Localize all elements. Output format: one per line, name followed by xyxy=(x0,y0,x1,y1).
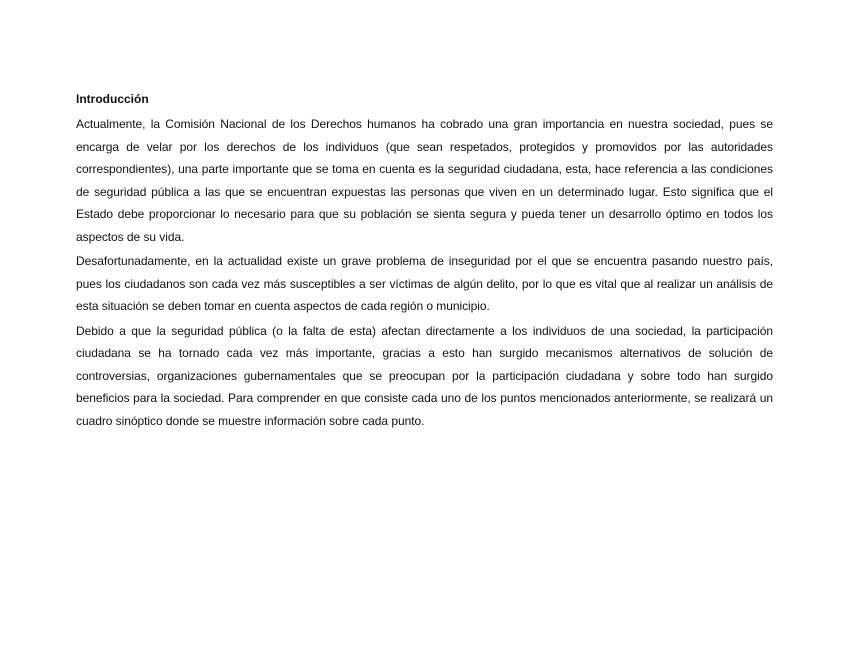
section-heading: Introducción xyxy=(76,92,149,106)
paragraph-2: Desafortunadamente, en la actualidad existe un grave problema de inseguridad por el que se encuentra pasando nuestro país, pues los ciudadanos son cada vez más susceptibles a ser víctimas de algún delito, por lo que es vital que al realizar un análisis de esta situación se deben tomar en cuenta aspectos de cada región o municipio. xyxy=(76,254,773,313)
paragraph-3: Debido a que la seguridad pública (o la falta de esta) afectan directamente a los individuos de una sociedad, la participación ciudadana se ha tornado cada vez más importante, gracias a esto han surgido mecanismos alternativos de solución de controversias, organizaciones gubernamentales que se preocupan por la participación ciudadana y sobre todo han surgido beneficios para la sociedad. Para comprender en que consiste cada uno de los puntos mencionados anteriormente, se realizará un cuadro sinóptico donde se muestre información sobre cada punto. xyxy=(76,323,773,428)
document-body xyxy=(76,91,773,434)
paragraph-1: Actualmente, la Comisión Nacional de los Derechos humanos ha cobrado una gran importancia en nuestra sociedad, pues se encarga de velar por los derechos de los individuos (que sean respetados, protegidos y promovidos por las autoridades correspondientes), una parte importante que se toma en cuenta es la seguridad ciudadana, esta, hace referencia a las condiciones de seguridad pública a las que se encuentran expuestas las personas que viven en un determinado lugar. Esto significa que el Estado debe proporcionar lo necesario para que su población se sienta segura y pueda tener un desarrollo óptimo en todos los aspectos de su vida. xyxy=(76,117,773,244)
